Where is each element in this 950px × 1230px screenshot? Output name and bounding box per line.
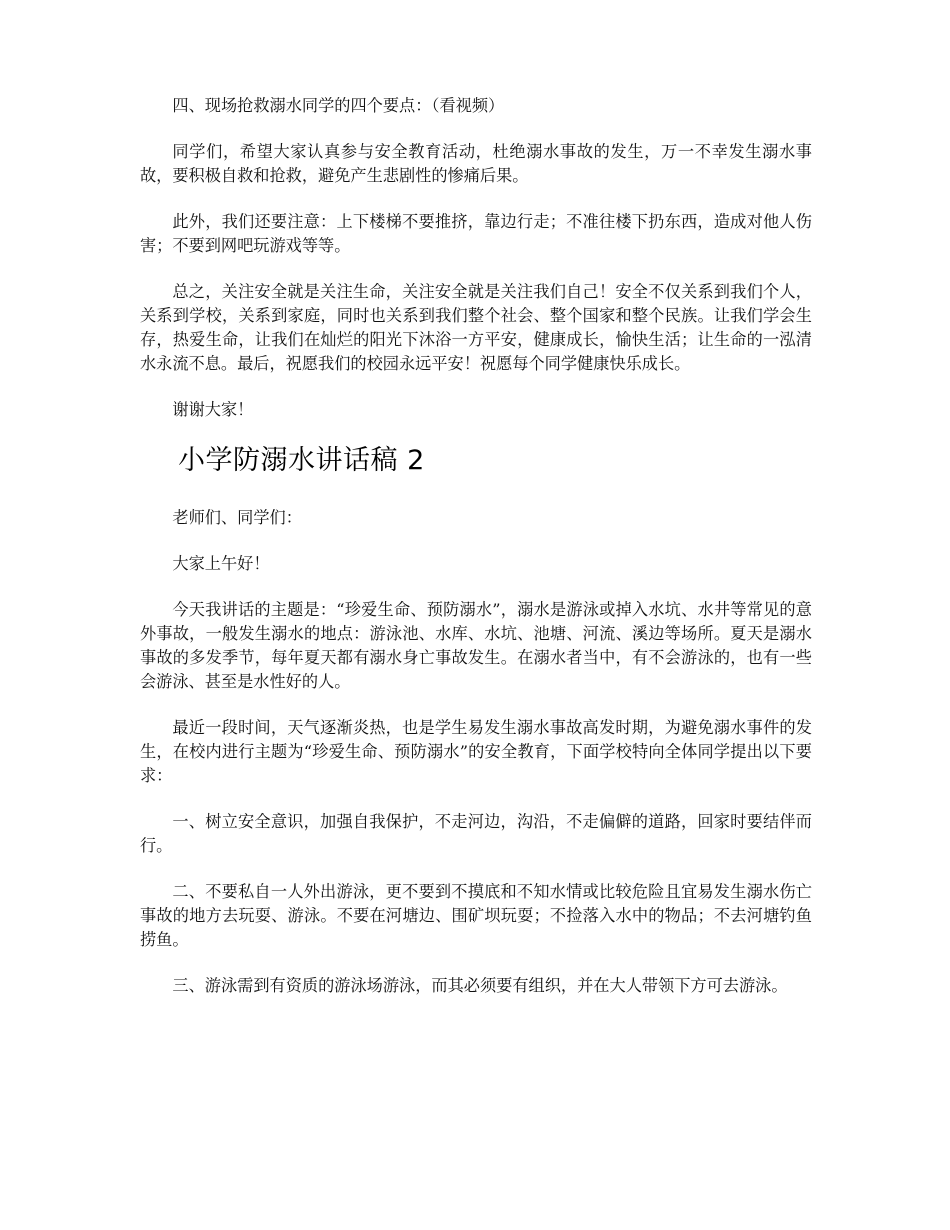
paragraph-additional-notes: 此外，我们还要注意：上下楼梯不要推挤，靠边行走；不准往楼下扔东西，造成对他人伤害；不要到网吧玩游戏等等。	[140, 212, 812, 255]
paragraph-requirement-3: 三、游泳需到有资质的游泳场游泳，而其必须要有组织，并在大人带领下方可去游泳。	[172, 976, 788, 995]
paragraph-requirements-intro: 最近一段时间，天气逐渐炎热，也是学生易发生溺水事故高发时期，为避免溺水事件的发生，在校内进行主题为“珍爱生命、预防溺水”的安全教育，下面学校特向全体同学提出以下要求：	[140, 718, 812, 785]
section-title: 小学防溺水讲话稿 2	[178, 445, 425, 476]
paragraph-greeting-audience: 老师们、同学们：	[172, 508, 302, 527]
paragraph-appeal: 同学们，希望大家认真参与安全教育活动，杜绝溺水事故的发生，万一不幸发生溺水事故，要积极自救和抢救，避免产生悲剧性的惨痛后果。	[140, 142, 812, 185]
paragraph-conclusion: 总之，关注安全就是关注生命，关注安全就是关注我们自己！安全不仅关系到我们个人，关系到学校，关系到家庭，同时也关系到我们整个社会、整个国家和整个民族。让我们学会生存，热爱生命，让我们在灿烂的阳光下沐浴一方平安，健康成长，愉快生活；让生命的一泓清水永流不息。最后，祝愿我们的校园永远平安！祝愿每个同学健康快乐成长。	[140, 282, 812, 373]
paragraph-rescue-points: 四、现场抢救溺水同学的四个要点：（看视频）	[172, 96, 505, 115]
paragraph-topic: 今天我讲话的主题是：“珍爱生命、预防溺水”，溺水是游泳或掉入水坑、水井等常见的意外事故，一般发生溺水的地点：游泳池、水库、水坑、池塘、河流、溪边等场所。夏天是溺水事故的多发季节，每年夏天都有溺水身亡事故发生。在溺水者当中，有不会游泳的，也有一些会游泳、甚至是水性好的人。	[140, 600, 812, 691]
paragraph-requirement-2: 二、不要私自一人外出游泳，更不要到不摸底和不知水情或比较危险且宜易发生溺水伤亡事故的地方去玩耍、游泳。不要在河塘边、围矿坝玩耍；不捡落入水中的物品；不去河塘钓鱼捞鱼。	[140, 882, 812, 949]
paragraph-requirement-1: 一、树立安全意识，加强自我保护，不走河边，沟沿，不走偏僻的道路，回家时要结伴而行。	[140, 812, 812, 855]
paragraph-good-morning: 大家上午好！	[172, 554, 270, 573]
document-page	[140, 94, 812, 1020]
paragraph-thanks: 谢谢大家！	[172, 400, 254, 419]
